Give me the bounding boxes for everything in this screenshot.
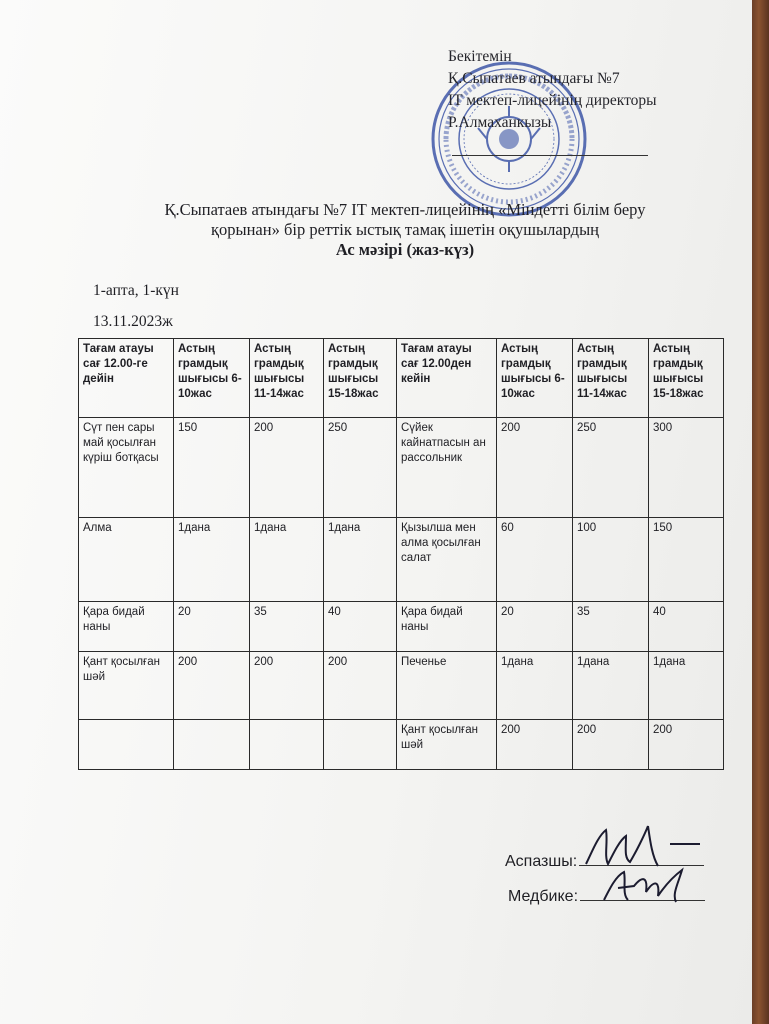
week-day: 1-апта, 1-күн bbox=[93, 282, 179, 299]
table-cell: 200 bbox=[174, 652, 250, 720]
table-cell: 250 bbox=[324, 418, 397, 518]
approval-line-1: Бекітемін bbox=[448, 48, 512, 65]
table-cell: Алма bbox=[79, 518, 174, 602]
table-cell: 200 bbox=[497, 418, 573, 518]
table-cell: 1дана bbox=[649, 652, 724, 720]
table-cell: 40 bbox=[649, 602, 724, 652]
table-cell: 150 bbox=[649, 518, 724, 602]
menu-title bbox=[60, 200, 750, 260]
cook-handwritten-signature bbox=[578, 822, 708, 872]
table-cell bbox=[79, 720, 174, 770]
table-cell: Сүт пен сары май қосылған күріш ботқасы bbox=[79, 418, 174, 518]
table-cell: Қызылша мен алма қосылған салат bbox=[397, 518, 497, 602]
menu-date: 13.11.2023ж bbox=[93, 313, 173, 330]
table-cell: 1дана bbox=[174, 518, 250, 602]
approval-line-4: Р.Алмаханкызы bbox=[448, 114, 552, 131]
header-cell: Тағам атауы сағ 12.00-ге дейін bbox=[79, 339, 174, 418]
header-cell: Тағам атауы сағ 12.00ден кейін bbox=[397, 339, 497, 418]
table-cell: 200 bbox=[250, 652, 324, 720]
table-cell: 1дана bbox=[573, 652, 649, 720]
table-cell: 35 bbox=[250, 602, 324, 652]
table-row bbox=[79, 602, 724, 652]
table-row bbox=[79, 418, 724, 518]
table-cell bbox=[174, 720, 250, 770]
header-cell: Астың грамдық шығысы 15-18жас bbox=[649, 339, 724, 418]
header-cell: Астың грамдық шығысы 6-10жас bbox=[497, 339, 573, 418]
title-line-3: Ас мәзірі (жаз-күз) bbox=[335, 240, 475, 259]
table-cell: 150 bbox=[174, 418, 250, 518]
header-cell: Астың грамдық шығысы 6-10жас bbox=[174, 339, 250, 418]
table-cell: 35 bbox=[573, 602, 649, 652]
table-cell: 40 bbox=[324, 602, 397, 652]
table-cell: 1дана bbox=[250, 518, 324, 602]
nurse-label: Медбике: bbox=[508, 888, 579, 905]
table-cell: Печенье bbox=[397, 652, 497, 720]
menu-table bbox=[78, 338, 724, 770]
table-cell: 300 bbox=[649, 418, 724, 518]
table-cell bbox=[250, 720, 324, 770]
header-cell: Астың грамдық шығысы 15-18жас bbox=[324, 339, 397, 418]
cook-label: Аспазшы: bbox=[505, 853, 578, 870]
approval-line-2: Қ.Сыпатаев атындағы №7 bbox=[448, 70, 620, 87]
table-cell: 20 bbox=[497, 602, 573, 652]
desk-edge bbox=[752, 0, 769, 1024]
table-cell: 200 bbox=[497, 720, 573, 770]
table-cell: 200 bbox=[324, 652, 397, 720]
table-cell: 200 bbox=[649, 720, 724, 770]
table-cell: 60 bbox=[497, 518, 573, 602]
table-row bbox=[79, 652, 724, 720]
header-cell: Астың грамдық шығысы 11-14жас bbox=[250, 339, 324, 418]
table-cell: Қара бидай наны bbox=[397, 602, 497, 652]
header-cell: Астың грамдық шығысы 11-14жас bbox=[573, 339, 649, 418]
table-cell: Қант қосылған шәй bbox=[79, 652, 174, 720]
approval-block bbox=[448, 46, 657, 134]
title-line-2: қорынан» бір реттік ыстық тамақ ішетін оқушылардың bbox=[211, 220, 599, 239]
table-cell: Қант қосылған шәй bbox=[397, 720, 497, 770]
nurse-handwritten-signature bbox=[598, 866, 698, 906]
title-line-1: Қ.Сыпатаев атындағы №7 IT мектеп-лицейінің «Міндетті білім беру bbox=[164, 200, 646, 219]
table-cell: 20 bbox=[174, 602, 250, 652]
table-cell: Сүйек кайнатпасын ан рассольник bbox=[397, 418, 497, 518]
table-cell: 1дана bbox=[497, 652, 573, 720]
table-row bbox=[79, 720, 724, 770]
table-cell: 100 bbox=[573, 518, 649, 602]
table-cell: 200 bbox=[250, 418, 324, 518]
table-cell: 200 bbox=[573, 720, 649, 770]
table-row bbox=[79, 518, 724, 602]
table-cell: 250 bbox=[573, 418, 649, 518]
table-cell: Қара бидай наны bbox=[79, 602, 174, 652]
director-signature-line bbox=[452, 155, 648, 156]
approval-line-3: IT мектеп-лицейінің директоры bbox=[448, 92, 657, 109]
table-cell: 1дана bbox=[324, 518, 397, 602]
table-cell bbox=[324, 720, 397, 770]
table-header-row bbox=[79, 339, 724, 418]
